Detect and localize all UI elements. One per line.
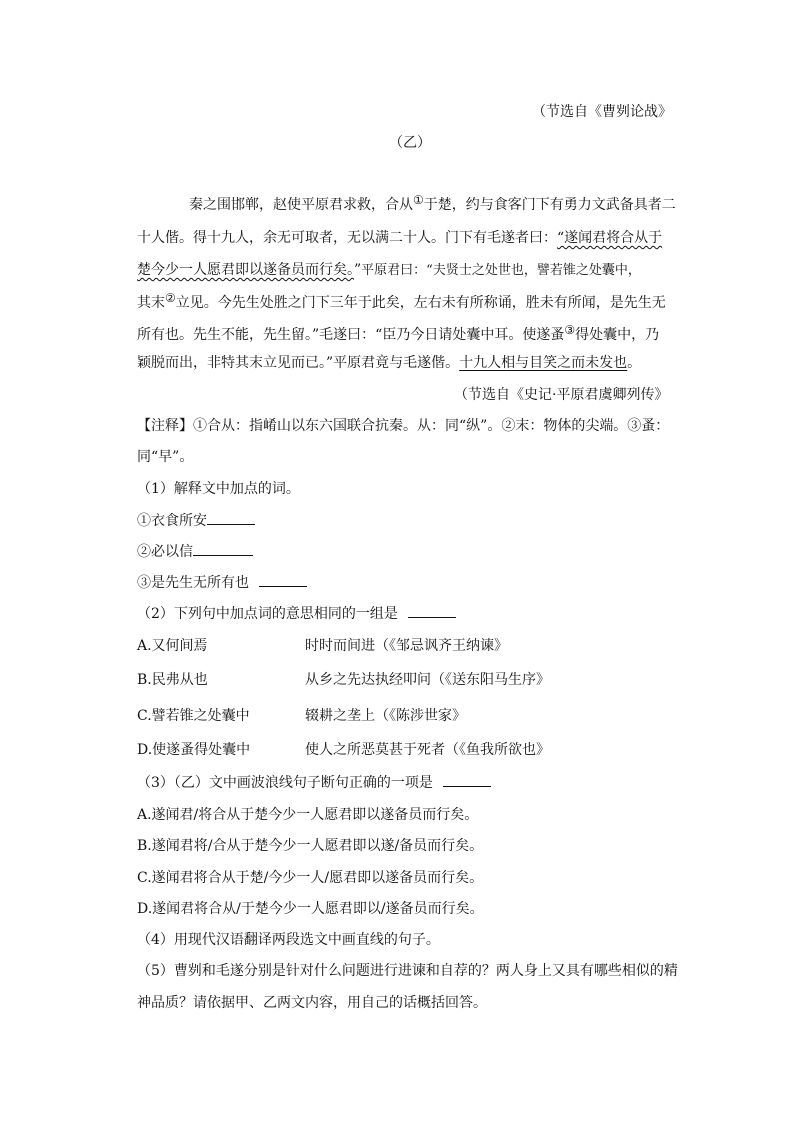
passage-line-5 <box>137 325 659 345</box>
q4-title: （4）用现代汉语翻译两段选文中画直线的句子。 <box>137 932 440 948</box>
q2-option-d <box>137 740 757 760</box>
section-b-title: （乙） <box>389 135 431 151</box>
q3-title <box>137 772 491 793</box>
passage-text: 于楚，约与食客门下有勇力文武备具者二 <box>423 197 676 213</box>
q1-title: （1）解释文中加点的词。 <box>137 481 300 497</box>
q2-option-c <box>137 706 757 726</box>
q2-option-b <box>137 670 757 690</box>
q2-option-left: C.譬若锥之处囊中 <box>137 708 250 724</box>
notes-line-1: 【注释】①合从：指崤山以东六国联合抗秦。从：同“纵”。②末：物体的尖端。③蚤： <box>137 418 670 434</box>
passage-line-6 <box>137 353 641 373</box>
q3-option-a: A.遂闻君/将合从于楚今少一人愿君即以遂备员而行矣。 <box>137 807 479 823</box>
q2-option-left: A.又何间焉 <box>137 638 208 654</box>
passage-text: 得处囊中，乃 <box>575 327 660 343</box>
passage-line-1 <box>189 195 676 215</box>
q1-item-b-text: ②必以信 <box>137 544 193 560</box>
source-shiji: （节选自《史记·平原君虞卿列传》 <box>454 387 669 403</box>
q1-item-b <box>137 541 253 562</box>
q3-option-d: D.遂闻君将合从/于楚今少一人愿君即以/遂备员而行矣。 <box>137 901 484 917</box>
answer-blank[interactable] <box>259 572 307 587</box>
passage-text: 其末 <box>137 295 165 311</box>
passage-text: 平原君曰：“夫贤士之处世也，譬若锥之处囊中， <box>361 263 641 278</box>
passage-text: 立见。今先生处胜之门下三年于此矣，左右未有所称诵，胜未有所闻，是先生无 <box>175 295 666 311</box>
passage-text: 十人偕。得十九人，余无可取者，无以满二十人。门下有毛遂者曰： <box>137 230 557 246</box>
q2-option-right: 使人之所恶莫甚于死者（《鱼我所欲也》 <box>305 742 550 758</box>
straight-underlined-sentence: 十九人相与目笑之而未发也 <box>459 355 628 371</box>
answer-blank[interactable] <box>443 772 491 787</box>
q2-title-text: （2）下列句中加点词的意思相同的一组是 <box>137 606 398 622</box>
q1-item-a <box>137 510 255 531</box>
passage-text: 颖脱而出，非特其末立见而已。”平原君竟与毛遂偕。 <box>137 355 460 371</box>
notes-line-2: 同“早”。 <box>137 449 194 465</box>
note-marker-3: ③ <box>564 323 576 337</box>
q3-title-text: （3）（乙）文中画波浪线句子断句正确的一项是 <box>137 775 433 791</box>
wavy-sentence-part-2: 楚今少一人愿君即以遂备员而行矣。 <box>137 262 354 278</box>
q2-option-right: 辍耕之垄上（《陈涉世家》 <box>305 708 466 724</box>
source-caogui: （节选自《曹刿论战》 <box>532 104 672 120</box>
q5-line-1: （5）曹刿和毛遂分别是针对什么问题进行进谏和自荐的？两人身上又具有哪些相似的精 <box>137 963 678 979</box>
q5-line-2: 神品质？请依据甲、乙两文内容，用自己的话概括回答。 <box>137 995 487 1011</box>
passage-line-4 <box>137 293 666 313</box>
passage-text: 秦之围邯郸，赵使平原君求救，合从 <box>189 197 413 213</box>
q2-option-left: B.民弗从也 <box>137 672 208 688</box>
passage-line-2 <box>137 228 662 248</box>
q2-option-a <box>137 636 757 656</box>
q3-option-b: B.遂闻君将/合从于楚今少一人愿君即以遂/备员而行矣。 <box>137 838 484 854</box>
passage-text: 。 <box>627 355 642 371</box>
answer-blank[interactable] <box>193 541 253 556</box>
q1-item-c <box>137 572 307 593</box>
q2-option-left: D.使遂蚤得处囊中 <box>137 742 251 758</box>
passage-line-3 <box>137 260 641 281</box>
q3-option-c: C.遂闻君将合从于楚/今少一人/愿君即以遂备员而行矣。 <box>137 870 484 886</box>
q1-item-c-text: ③是先生无所有也 <box>137 575 249 591</box>
answer-blank[interactable] <box>408 603 456 618</box>
passage-text: ” <box>354 262 362 278</box>
passage-text: 所有也。先生不能，先生留。”毛遂曰：“臣乃今日请处囊中耳。使遂蚤 <box>137 327 565 343</box>
q2-title <box>137 603 456 624</box>
note-marker-1: ① <box>413 193 424 207</box>
q1-item-a-text: ①衣食所安 <box>137 513 207 529</box>
answer-blank[interactable] <box>207 510 255 525</box>
q2-option-right: 时时而间进（《邹忌讽齐王纳谏》 <box>305 638 508 654</box>
wavy-sentence-part-1: “遂闻君将合从于 <box>557 230 663 246</box>
q2-option-right: 从乡之先达执经叩问（《送东阳马生序》 <box>305 672 550 688</box>
note-marker-2: ② <box>165 291 176 305</box>
